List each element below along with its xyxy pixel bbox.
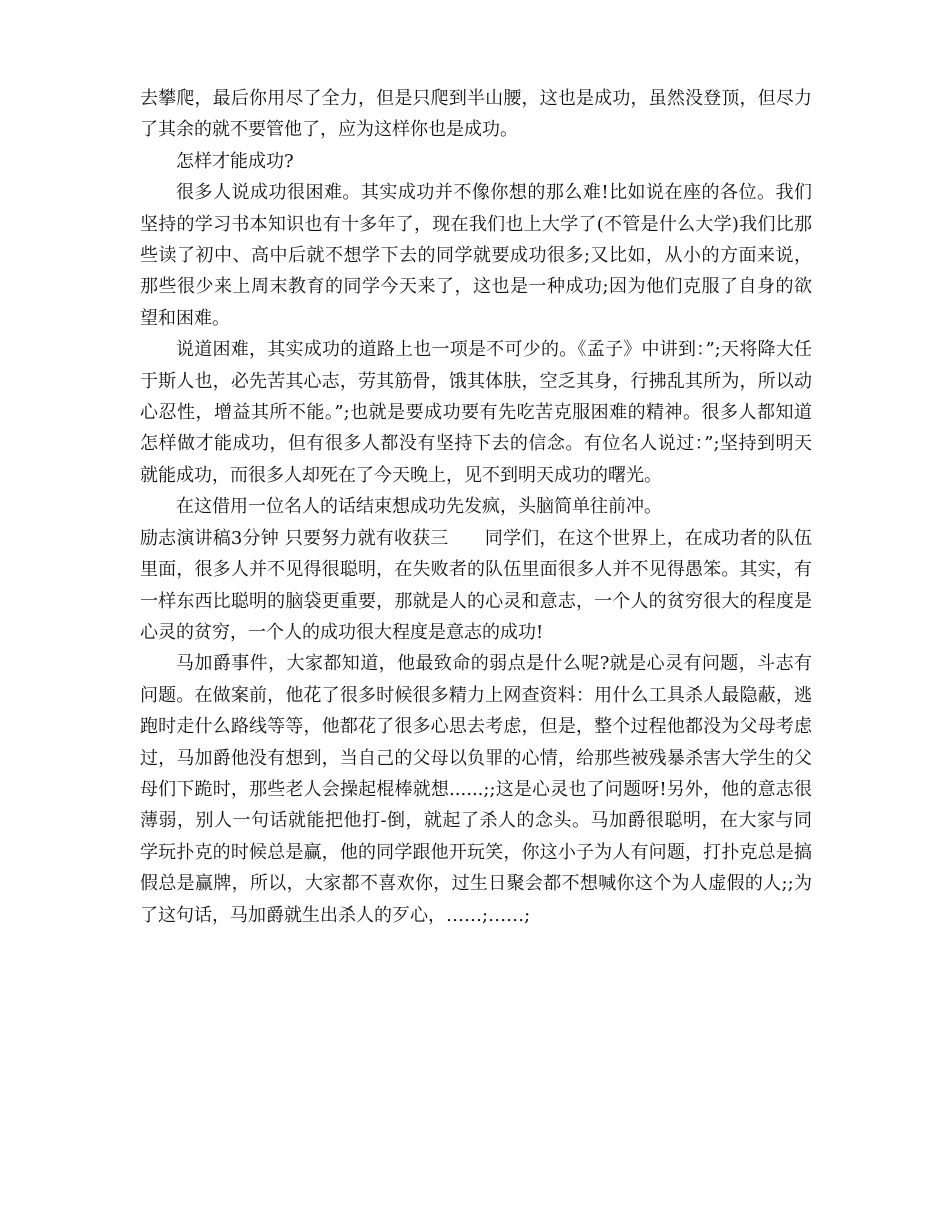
- paragraph-5: 在这借用一位名人的话结束想成功先发疯，头脑简单往前冲。: [176, 496, 662, 518]
- paragraph-7: 马加爵事件，大家都知道，他最致命的弱点是什么呢?就是心灵有问题，斗志有问题。在做案前，他花了很多时候很多精力上网查资料：用什么工具杀人最隐蔽，逃跑时走什么路线等等，他都花了很多心思去考虑，但是，整个过程他都没为父母考虑过，马加爵他没有想到，当自己的父母以负罪的心情，给那些被残暴杀害大学生的父母们下跪时，那些老人会操起棍棒就想......;;这是心灵也了问题呀!另外，他的意志很薄弱，别人一句话就能把他打-倒，就起了杀人的念头。马加爵很聪明，在大家与同学玩扑克的时候总是赢，他的同学跟他开玩笑，你这小子为人有问题，打扑克总是搞假总是赢牌，所以，大家都不喜欢你，过生日聚会都不想喊你这个为人虚假的人;;为了这句话，马加爵就生出杀人的歹心，……;……;: [140, 653, 812, 926]
- paragraph-6-section-title: 励志演讲稿3分钟 只要努力就有收获三 同学们，在这个世界上，在成功者的队伍里面，很多人并不见得很聪明，在失败者的队伍里面很多人并不见得愚笨。其实，有一样东西比聪明的脑袋更重要，那就是人的心灵和意志，一个人的贫穷很大的程度是心灵的贫穷，一个人的成功很大程度是意志的成功!: [140, 527, 812, 643]
- paragraph-3: 很多人说成功很困难。其实成功并不像你想的那么难!比如说在座的各位。我们坚持的学习书本知识也有十多年了，现在我们也上大学了(不管是什么大学)我们比那些读了初中、高中后就不想学下去的同学就要成功很多;又比如，从小的方面来说，那些很少来上周末教育的同学今天来了，这也是一种成功;因为他们克服了自身的欲望和困难。: [140, 182, 812, 329]
- paragraph-1: 去攀爬，最后你用尽了全力，但是只爬到半山腰，这也是成功，虽然没登顶，但尽力了其余的就不要管他了，应为这样你也是成功。: [140, 88, 812, 141]
- paragraph-2-heading: 怎样才能成功?: [176, 150, 294, 172]
- paragraph-4: 说道困难，其实成功的道路上也一项是不可少的。《孟子》中讲到：”;天将降大任于斯人也，必先苦其心志，劳其筋骨，饿其体肤，空乏其身，行拂乱其所为，所以动心忍性，增益其所不能。”;也就是要成功要有先吃苦克服困难的精神。很多人都知道怎样做才能成功，但有很多人都没有坚持下去的信念。有位名人说过：”;坚持到明天就能成功，而很多人却死在了今天晚上，见不到明天成功的曙光。: [140, 339, 812, 486]
- document-body: [140, 83, 812, 931]
